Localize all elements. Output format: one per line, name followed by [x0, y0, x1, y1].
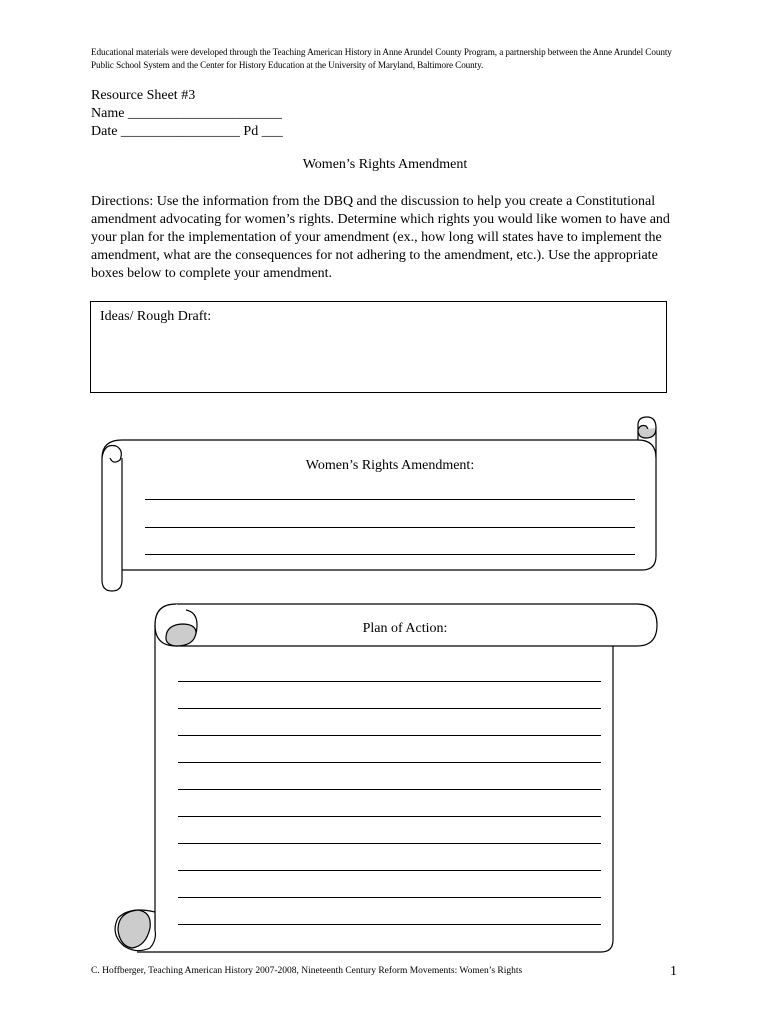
plan-line[interactable] [178, 897, 601, 898]
page-number: 1 [670, 964, 677, 979]
plan-line[interactable] [178, 735, 601, 736]
page-title: Women’s Rights Amendment [302, 157, 468, 172]
amendment-line[interactable] [145, 554, 635, 555]
plan-scroll [115, 604, 657, 952]
amendment-line[interactable] [145, 499, 635, 500]
ideas-label: Ideas/ Rough Draft: [100, 309, 212, 324]
plan-of-action-label: Plan of Action: [362, 621, 448, 636]
plan-line[interactable] [178, 924, 601, 925]
name-field[interactable]: Name ______________________ [91, 106, 282, 121]
plan-line[interactable] [178, 762, 601, 763]
header-note: Educational materials were developed through the Teaching American History in Anne Arundel County Program, a partnership between the Anne Arundel County Public School System and the Center for History Education at the University of Maryland, Baltimore County. [91, 47, 672, 70]
plan-line[interactable] [178, 708, 601, 709]
directions-text: Directions: Use the information from the DBQ and the discussion to help you create a Constitutional amendment advocating for women’s rights. Determine which rights you would like women to have and your plan for the implementation of your amendment (ex., how long will states have to implement the amendment, what are the consequences for not adhering to the amendment, etc.). Use the appropriate boxes below to complete your amendment. [91, 194, 670, 281]
resource-sheet-label: Resource Sheet #3 [91, 88, 196, 103]
footer-credit: C. Hoffberger, Teaching American History 2007-2008, Nineteenth Century Reform Movements: Women’s Rights [91, 966, 523, 976]
date-period-field[interactable]: Date _________________ Pd ___ [91, 124, 283, 139]
plan-line[interactable] [178, 870, 601, 871]
plan-line[interactable] [178, 843, 601, 844]
amendment-scroll [102, 417, 656, 591]
amendment-line[interactable] [145, 527, 635, 528]
plan-line[interactable] [178, 681, 601, 682]
amendment-label: Women’s Rights Amendment: [305, 458, 475, 473]
plan-line[interactable] [178, 816, 601, 817]
plan-line[interactable] [178, 789, 601, 790]
